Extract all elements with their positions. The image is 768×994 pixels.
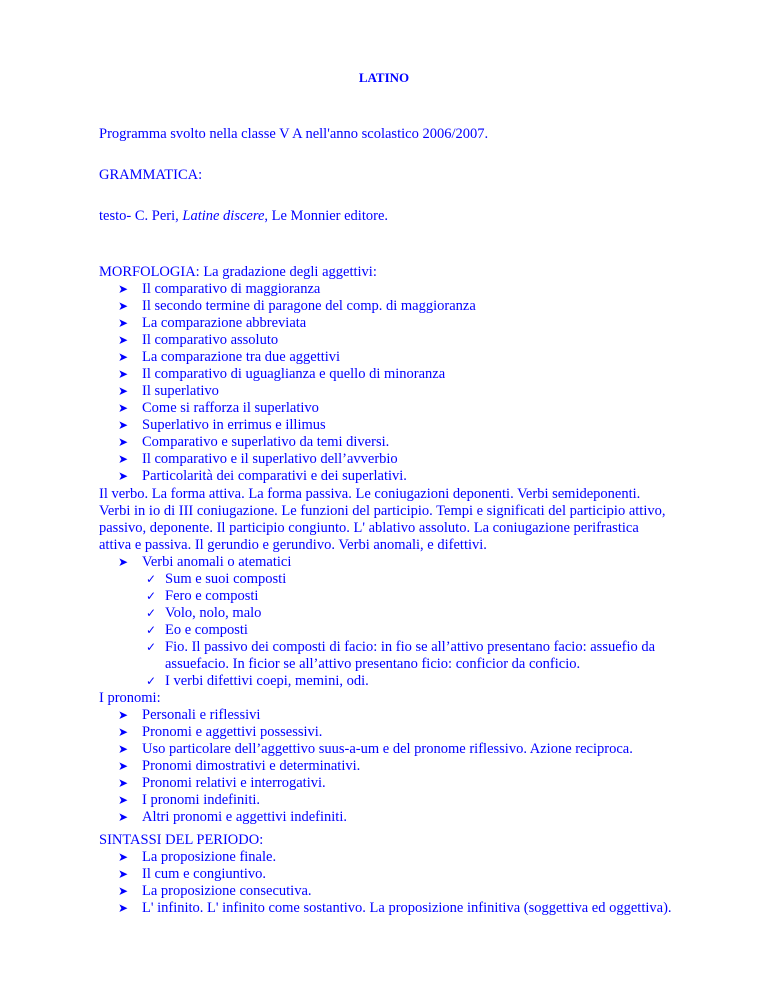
verbo-paragraph-line: Il verbo. La forma attiva. La forma passiva. Le coniugazioni deponenti. Verbi semideponenti.: [99, 486, 641, 502]
verbo-paragraph-line: Verbi in io di III coniugazione. Le funzioni del participio. Tempi e significati del participio attivo,: [99, 503, 666, 519]
arrow-bullet-icon: ➤: [118, 555, 129, 569]
list-item-text: Uso particolare dell’aggettivo suus-a-um e del pronome riflessivo. Azione reciproca.: [142, 741, 633, 757]
arrow-bullet-icon: ➤: [118, 384, 129, 398]
arrow-bullet-icon: ➤: [118, 850, 129, 864]
list-item-text: Superlativo in errimus e illimus: [142, 417, 326, 433]
list-item-text: I verbi difettivi coepi, memini, odi.: [165, 673, 369, 689]
list-item-text: Altri pronomi e aggettivi indefiniti.: [142, 809, 347, 825]
checkmark-icon: ✓: [146, 640, 157, 654]
page-title: LATINO: [358, 70, 410, 85]
arrow-bullet-icon: ➤: [118, 452, 129, 466]
list-item-text: I pronomi indefiniti.: [142, 792, 260, 808]
arrow-bullet-icon: ➤: [118, 725, 129, 739]
arrow-bullet-icon: ➤: [118, 759, 129, 773]
arrow-bullet-icon: ➤: [118, 793, 129, 807]
checkmark-icon: ✓: [146, 589, 157, 603]
arrow-bullet-icon: ➤: [118, 867, 129, 881]
program-line: Programma svolto nella classe V A nell'anno scolastico 2006/2007.: [99, 126, 489, 142]
grammatica-heading: GRAMMATICA:: [99, 167, 203, 183]
list-item-text: Come si rafforza il superlativo: [142, 400, 319, 416]
arrow-bullet-icon: ➤: [118, 418, 129, 432]
checkmark-icon: ✓: [146, 572, 157, 586]
arrow-bullet-icon: ➤: [118, 299, 129, 313]
checkmark-icon: ✓: [146, 623, 157, 637]
list-item-text: Il comparativo di maggioranza: [142, 281, 321, 297]
list-item-text: La comparazione tra due aggettivi: [142, 349, 341, 365]
arrow-bullet-icon: ➤: [118, 282, 129, 296]
list-item-text: Sum e suoi composti: [165, 571, 287, 587]
textbook-line: [99, 208, 388, 225]
list-item-text: Il cum e congiuntivo.: [142, 866, 267, 882]
verbo-paragraph-line: attiva e passiva. Il gerundio e gerundivo. Verbi anomali, e difettivi.: [99, 537, 487, 553]
arrow-bullet-icon: ➤: [118, 810, 129, 824]
list-item-text: Il comparativo di uguaglianza e quello di minoranza: [142, 366, 446, 382]
textbook-prefix: testo- C. Peri,: [99, 208, 183, 224]
list-item-text: Comparativo e superlativo da temi diversi.: [142, 434, 390, 450]
list-item-text: Fio. Il passivo dei composti di facio: in fio se all’attivo presentano facio: assuefio da: [165, 639, 656, 655]
pronomi-heading: I pronomi:: [99, 690, 161, 706]
arrow-bullet-icon: ➤: [118, 350, 129, 364]
list-item-text: Il comparativo e il superlativo dell’avverbio: [142, 451, 398, 467]
list-item-text: Particolarità dei comparativi e dei superlativi.: [142, 468, 407, 484]
arrow-bullet-icon: ➤: [118, 401, 129, 415]
list-item-text: L' infinito. L' infinito come sostantivo. La proposizione infinitiva (soggettiva ed oggettiva).: [142, 900, 672, 916]
textbook-title: Latine discere: [182, 208, 265, 224]
list-item-text: Fero e composti: [165, 588, 259, 604]
arrow-bullet-icon: ➤: [118, 435, 129, 449]
arrow-bullet-icon: ➤: [118, 901, 129, 915]
morfologia-heading: MORFOLOGIA: La gradazione degli aggettivi:: [99, 264, 377, 280]
list-item-text: Pronomi relativi e interrogativi.: [142, 775, 326, 791]
list-item-text: La proposizione consecutiva.: [142, 883, 312, 899]
arrow-bullet-icon: ➤: [118, 469, 129, 483]
list-item-text: Il superlativo: [142, 383, 219, 399]
list-item-text: Personali e riflessivi: [142, 707, 261, 723]
list-item-text: Volo, nolo, malo: [165, 605, 262, 621]
verbi-anomali-label: Verbi anomali o atematici: [142, 554, 292, 570]
list-item-text: Il secondo termine di paragone del comp. di maggioranza: [142, 298, 476, 314]
arrow-bullet-icon: ➤: [118, 708, 129, 722]
list-item-text: Eo e composti: [165, 622, 248, 638]
checkmark-icon: ✓: [146, 674, 157, 688]
arrow-bullet-icon: ➤: [118, 884, 129, 898]
list-item-text: assuefacio. In ficior se all’attivo presentano ficio: conficior da conficio.: [165, 656, 581, 672]
arrow-bullet-icon: ➤: [118, 333, 129, 347]
textbook-suffix: , Le Monnier editore.: [264, 208, 389, 224]
list-item-text: Pronomi dimostrativi e determinativi.: [142, 758, 361, 774]
checkmark-icon: ✓: [146, 606, 157, 620]
list-item-text: Il comparativo assoluto: [142, 332, 279, 348]
arrow-bullet-icon: ➤: [118, 776, 129, 790]
list-item-text: La proposizione finale.: [142, 849, 277, 865]
list-item-text: Pronomi e aggettivi possessivi.: [142, 724, 323, 740]
arrow-bullet-icon: ➤: [118, 367, 129, 381]
verbo-paragraph-line: passivo, deponente. Il participio congiunto. L' ablativo assoluto. La coniugazione perifrastica: [99, 520, 639, 536]
arrow-bullet-icon: ➤: [118, 316, 129, 330]
sintassi-heading: SINTASSI DEL PERIODO:: [99, 832, 264, 848]
arrow-bullet-icon: ➤: [118, 742, 129, 756]
list-item-text: La comparazione abbreviata: [142, 315, 307, 331]
